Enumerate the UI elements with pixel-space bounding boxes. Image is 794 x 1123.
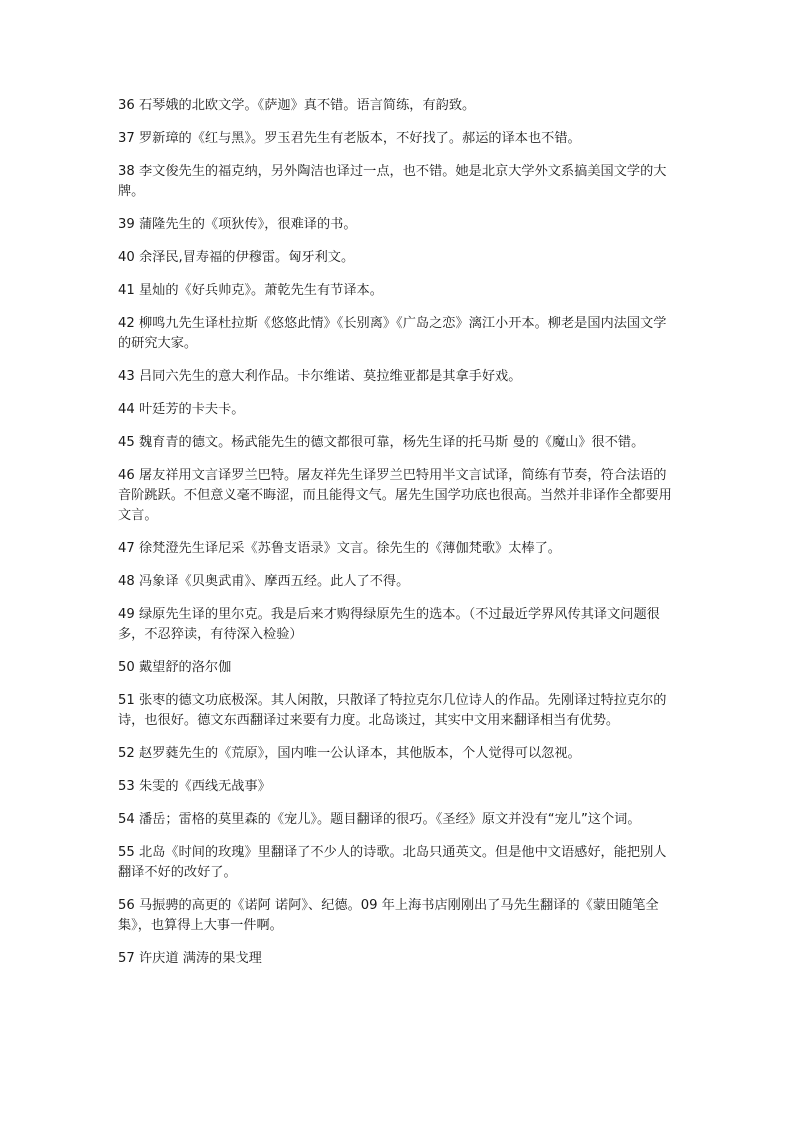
list-item-46: 46 屠友祥用文言译罗兰巴特。屠友祥先生译罗兰巴特用半文言试译，简练有节奏，符合法语的音阶跳跃。不但意义毫不晦涩，而且能得文气。屠先生国学功底也很高。当然并非译作全都要用文言。 — [118, 468, 672, 523]
list-item-53: 53 朱雯的《西线无战事》 — [118, 779, 271, 794]
list-item-52: 52 赵罗蕤先生的《荒原》，国内唯一公认译本，其他版本，个人觉得可以忽视。 — [118, 746, 581, 761]
list-item-43: 43 吕同六先生的意大利作品。卡尔维诺、莫拉维亚都是其拿手好戏。 — [118, 369, 522, 384]
list-item-42: 42 柳鸣九先生译杜拉斯《悠悠此情》《长别离》《广岛之恋》漓江小开本。柳老是国内法国文学的研究大家。 — [118, 316, 667, 351]
list-item-48: 48 冯象译《贝奥武甫》、摩西五经。此人了不得。 — [118, 574, 410, 589]
list-item-36: 36 石琴娥的北欧文学。《萨迦》真不错。语言简练，有韵致。 — [118, 98, 476, 113]
list-item-37: 37 罗新璋的《红与黑》。罗玉君先生有老版本，不好找了。郝运的译本也不错。 — [118, 131, 581, 146]
list-item-38: 38 李文俊先生的福克纳，另外陶洁也译过一点，也不错。她是北京大学外文系搞美国文学的大牌。 — [118, 164, 667, 199]
document-body — [118, 96, 678, 982]
list-item-40: 40 余泽民,冒寿福的伊穆雷。匈牙利文。 — [118, 250, 355, 265]
list-item-54: 54 潘岳；雷格的莫里森的《宠儿》。题目翻译的很巧。《圣经》原文并没有“宠儿”这个词。 — [118, 812, 641, 827]
list-item-50: 50 戴望舒的洛尔伽 — [118, 660, 232, 675]
list-item-55: 55 北岛《时间的玫瑰》里翻译了不少人的诗歌。北岛只通英文。但是他中文语感好，能把别人翻译不好的改好了。 — [118, 845, 667, 880]
list-item-51: 51 张枣的德文功底极深。其人闲散，只散译了特拉克尔几位诗人的作品。先刚译过特拉克尔的诗，也很好。德文东西翻译过来要有力度。北岛谈过，其实中文用来翻译相当有优势。 — [118, 693, 667, 728]
list-item-41: 41 星灿的《好兵帅克》。萧乾先生有节译本。 — [118, 283, 383, 298]
list-item-45: 45 魏育青的德文。杨武能先生的德文都很可靠，杨先生译的托马斯 曼的《魔山》很不错。 — [118, 435, 645, 450]
list-item-39: 39 蒲隆先生的《项狄传》，很难译的书。 — [118, 217, 357, 232]
list-item-57: 57 许庆道 满涛的果戈理 — [118, 951, 262, 966]
list-item-47: 47 徐梵澄先生译尼采《苏鲁支语录》文言。徐先生的《薄伽梵歌》太棒了。 — [118, 541, 561, 556]
list-item-44: 44 叶廷芳的卡夫卡。 — [118, 402, 245, 417]
list-item-49: 49 绿原先生译的里尔克。我是后来才购得绿原先生的选本。（不过最近学界风传其译文问题很多，不忍猝读，有待深入检验） — [118, 607, 660, 642]
list-item-56: 56 马振骋的高更的《诺阿 诺阿》、纪德。09 年上海书店刚刚出了马先生翻译的《蒙田随笔全集》，也算得上大事一件啊。 — [118, 898, 659, 933]
